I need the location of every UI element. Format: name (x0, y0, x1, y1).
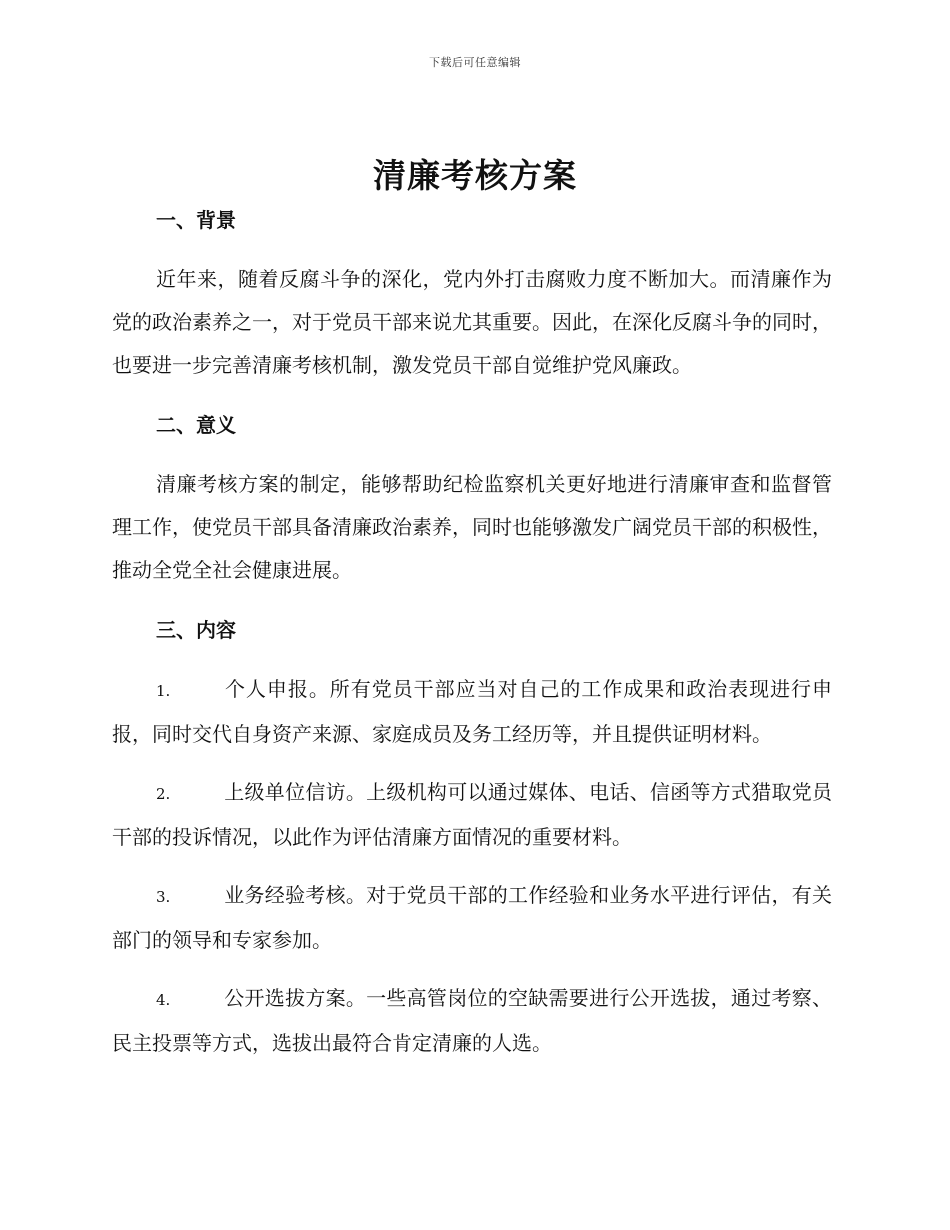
list-item (112, 771, 832, 859)
section-heading-content: 三、内容 (156, 618, 236, 642)
document-body (112, 200, 832, 1065)
list-item-number: 1. (156, 682, 171, 700)
section-paragraph-significance: 清廉考核方案的制定，能够帮助纪检监察机关更好地进行清廉审查和监督管理工作，使党员干部具备清廉政治素养，同时也能够激发广阔党员干部的积极性，推动全党全社会健康进展。 (112, 472, 832, 582)
list-item-number: 4. (156, 991, 171, 1009)
list-item (112, 977, 832, 1065)
list-item-text: 上级单位信访。上级机构可以通过媒体、电话、信函等方式猎取党员干部的投诉情况，以此作为评估清廉方面情况的重要材料。 (112, 780, 832, 849)
section-heading-significance: 二、意义 (156, 413, 236, 437)
document-title: 清廉考核方案 (373, 156, 577, 195)
section-paragraph-background: 近年来，随着反腐斗争的深化，党内外打击腐败力度不断加大。而清廉作为党的政治素养之一，对于党员干部来说尤其重要。因此，在深化反腐斗争的同时，也要进一步完善清廉考核机制，激发党员干部自觉维护党风廉政。 (112, 267, 832, 377)
list-item-text: 个人申报。所有党员干部应当对自己的工作成果和政治表现进行申报，同时交代自身资产来源、家庭成员及务工经历等，并且提供证明材料。 (112, 677, 832, 746)
header-note: 下载后可任意编辑 (429, 56, 521, 69)
section-heading-background: 一、背景 (156, 208, 236, 232)
list-item-number: 3. (156, 888, 171, 906)
list-item (112, 874, 832, 962)
list-item (112, 668, 832, 756)
list-item-number: 2. (156, 785, 171, 803)
list-item-text: 业务经验考核。对于党员干部的工作经验和业务水平进行评估，有关部门的领导和专家参加。 (112, 883, 832, 952)
list-item-text: 公开选拔方案。一些高管岗位的空缺需要进行公开选拔，通过考察、民主投票等方式，选拔出最符合肯定清廉的人选。 (112, 986, 832, 1055)
